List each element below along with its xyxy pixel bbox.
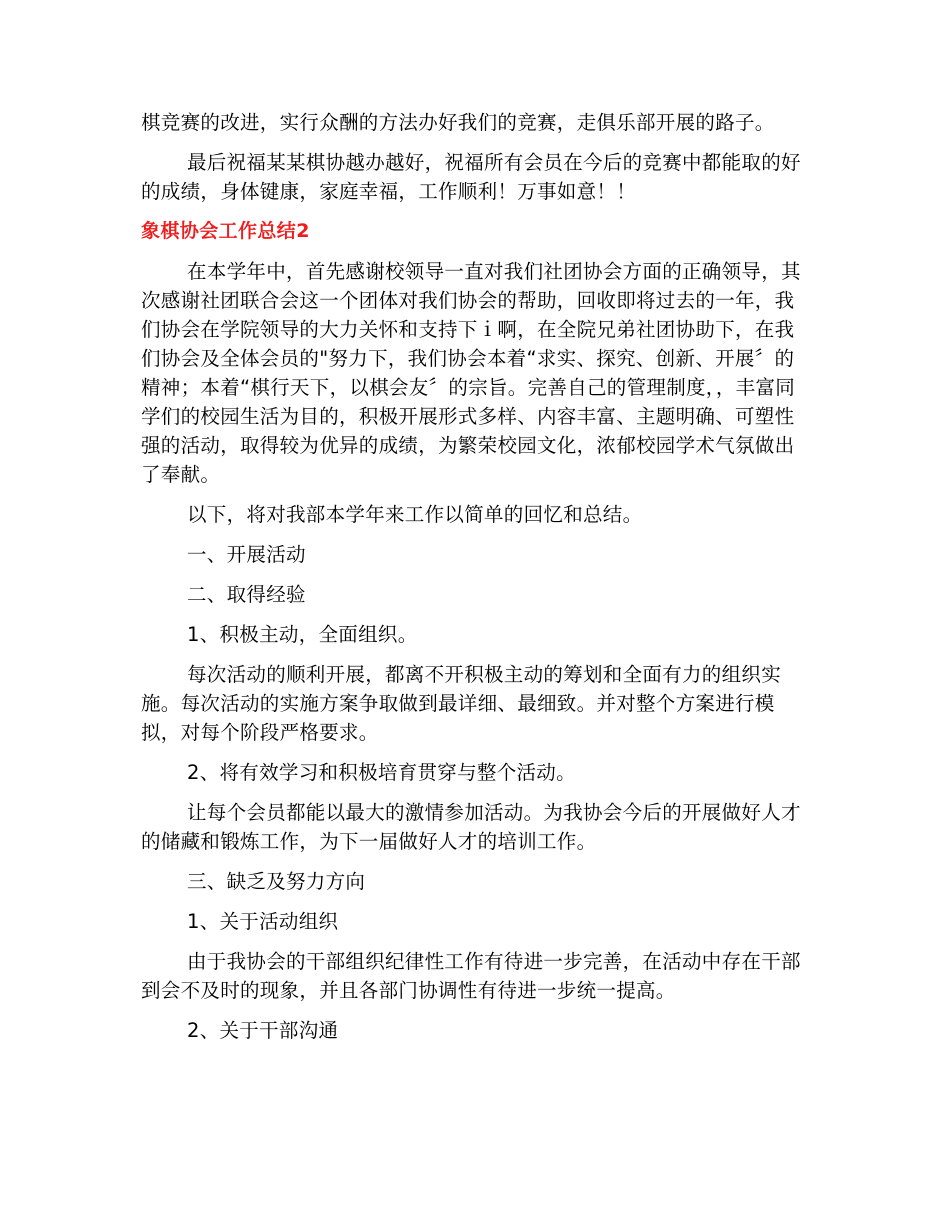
- paragraph-learning: 让每个会员都能以最大的激情参加活动。为我协会今后的开展做好人才的储藏和锻炼工作，为下一届做好人才的培训工作。: [141, 801, 801, 853]
- paragraph-intro: 在本学年中，首先感谢校领导一直对我们社团协会方面的正确领导，其次感谢社团联合会这一个团体对我们协会的帮助，回收即将过去的一年，我们协会在学院领导的大力关怀和支持下ｉ啊，在全院兄弟社团协助下，在我们协会及全体会员的"努力下，我们协会本着“求实、探究、创新、开展〞的精神；本着“棋行天下，以棋会友〞的宗旨。完善自己的管理制度，，丰富同学们的校园生活为目的，积极开展形式多样、内容丰富、主题明确、可塑性强的活动，取得较为优异的成绩，为繁荣校园文化，浓郁校园学术气氛做出了奉献。: [141, 260, 801, 486]
- subheading-cadre-communication: 2、关于干部沟通: [187, 1019, 339, 1042]
- subheading-learning: 2、将有效学习和积极培育贯穿与整个活动。: [187, 761, 576, 784]
- paragraph-review-intro: 以下，将对我部本学年来工作以简单的回忆和总结。: [187, 503, 643, 526]
- section-heading: 象棋协会工作总结2: [141, 220, 310, 242]
- paragraph-continuation: 棋竞赛的改进，实行众酬的方法办好我们的竞赛，走俱乐部开展的路子。: [141, 111, 775, 134]
- outline-item-activities: 一、开展活动: [187, 543, 306, 566]
- document-page: [141, 108, 809, 1045]
- subheading-activity-organization: 1、关于活动组织: [187, 910, 339, 933]
- outline-item-experience: 二、取得经验: [187, 583, 306, 606]
- subheading-proactive: 1、积极主动，全面组织。: [187, 623, 418, 646]
- outline-item-shortcomings: 三、缺乏及努力方向: [187, 870, 366, 893]
- paragraph-activity-organization: 由于我协会的干部组织纪律性工作有待进一步完善，在活动中存在干部到会不及时的现象，并且各部门协调性有待进一步统一提高。: [141, 950, 801, 1002]
- paragraph-closing-wishes: 最后祝福某某棋协越办越好，祝福所有会员在今后的竞赛中都能取的好的成绩，身体键康，家庭幸福，工作顺利！万事如意！！: [141, 151, 801, 203]
- paragraph-proactive: 每次活动的顺利开展，都离不开积极主动的筹划和全面有力的组织实施。每次活动的实施方案争取做到最详细、最细致。并对整个方案进行模拟，对每个阶段严格要求。: [141, 663, 782, 744]
